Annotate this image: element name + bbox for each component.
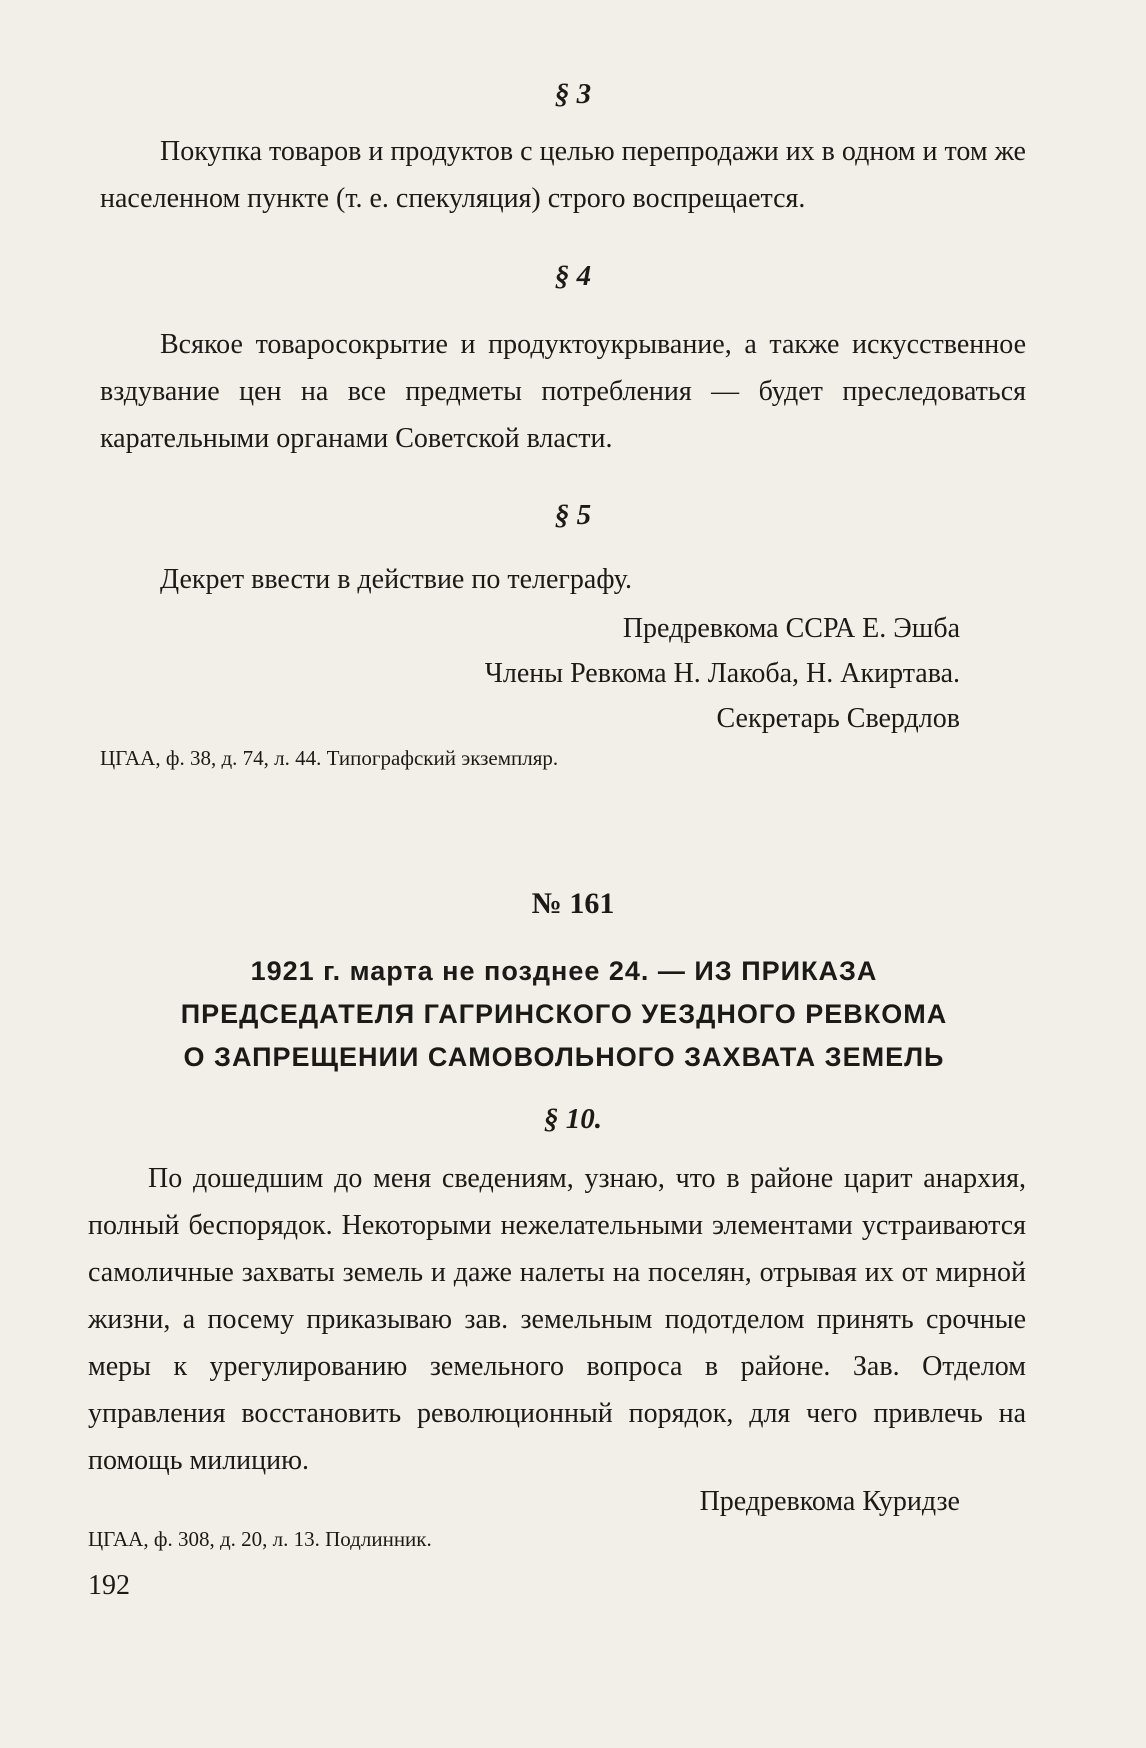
signature-kuridze: Предревкома Куридзе bbox=[699, 1486, 960, 1517]
section-10-heading: § 10. bbox=[544, 1103, 602, 1135]
section-4-heading: § 4 bbox=[554, 260, 592, 292]
archive-source-1: ЦГАА, ф. 38, д. 74, л. 44. Типографский экземпляр. bbox=[100, 746, 559, 770]
page-number: 192 bbox=[88, 1570, 130, 1601]
document-number: № 161 bbox=[531, 887, 615, 920]
document-title-line-2: ПРЕДСЕДАТЕЛЯ ГАГРИНСКОГО УЕЗДНОГО РЕВКОМА bbox=[180, 999, 948, 1029]
section-3-heading: § 3 bbox=[554, 78, 592, 110]
archive-source-2: ЦГАА, ф. 308, д. 20, л. 13. Подлинник. bbox=[88, 1527, 432, 1551]
signature-secretary: Секретарь Свердлов bbox=[716, 703, 960, 734]
signature-chairman: Предревкома ССРА Е. Эшба bbox=[622, 613, 960, 644]
document-title-line-1: 1921 г. марта не позднее 24. — ИЗ ПРИКАЗА bbox=[250, 956, 878, 986]
document-title-line-3: О ЗАПРЕЩЕНИИ САМОВОЛЬНОГО ЗАХВАТА ЗЕМЕЛЬ bbox=[183, 1042, 945, 1072]
section-4-paragraph: Всякое товаросокрытие и продуктоукрывание, а также искусственное вздувание цен на все предметы потребления — будет преследоваться карательными органами Советской власти. bbox=[100, 329, 1026, 454]
signature-members: Члены Ревкома Н. Лакоба, Н. Акиртава. bbox=[484, 658, 960, 689]
section-10-paragraph: По дошедшим до меня сведениям, узнаю, что в районе царит анархия, полный беспорядок. Некоторыми нежелательными элементами устраиваются самоличные захваты земель и даже налеты на поселян, отрывая их от мирной жизни, а посему приказываю зав. земельным подотделом принять срочные меры к урегулированию земельного вопроса в районе. Зав. Отделом управления восстановить революционный порядок, для чего привлечь на помощь милицию. bbox=[88, 1163, 1026, 1476]
section-5-heading: § 5 bbox=[554, 499, 592, 531]
section-3-paragraph: Покупка товаров и продуктов с целью перепродажи их в одном и том же населенном пункте (т. е. спекуляция) строго воспрещается. bbox=[100, 136, 1026, 214]
section-5-paragraph: Декрет ввести в действие по телеграфу. bbox=[160, 564, 632, 595]
